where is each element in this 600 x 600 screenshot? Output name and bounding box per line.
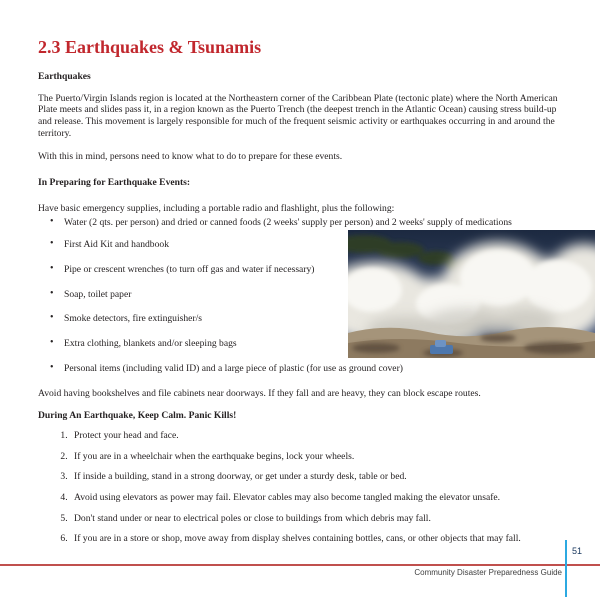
tsunami-photo-illustration	[348, 230, 595, 358]
during-step-item	[70, 513, 562, 525]
supply-item-text: Water (2 qts. per person) and dried or canned foods (2 weeks' supply per person) and 2 weeks' supply of medications	[64, 216, 512, 228]
during-step-text: If you are in a wheelchair when the earthquake begins, lock your wheels.	[74, 450, 355, 462]
paragraph-with-this-in-mind: With this in mind, persons need to know what to do to prepare for these events.	[38, 150, 343, 162]
supply-list-item	[50, 363, 562, 375]
supply-item-text: Soap, toilet paper	[64, 288, 132, 300]
during-step-item	[70, 533, 562, 545]
footer-guide-title: Community Disaster Preparedness Guide	[414, 568, 562, 577]
footer-blue-divider	[565, 540, 567, 597]
heading-during-earthquake: During An Earthquake, Keep Calm. Panic Kills!	[38, 410, 237, 422]
during-step-item	[70, 471, 562, 483]
paragraph-avoid-bookshelves: Avoid having bookshelves and file cabinets near doorways. If they fall and are heavy, they can block escape routes.	[38, 387, 481, 399]
during-step-text: If you are in a store or shop, move away from display shelves containing bottles, cans, or other objects that may fall.	[74, 533, 521, 545]
supply-item-text: Personal items (including valid ID) and a large piece of plastic (for use as ground cover)	[64, 362, 403, 374]
supply-item-text: Extra clothing, blankets and/or sleeping bags	[64, 338, 237, 350]
supply-item-text: Pipe or crescent wrenches (to turn off gas and water if necessary)	[64, 264, 315, 276]
paragraph-supplies-intro: Have basic emergency supplies, including a portable radio and flashlight, plus the following:	[38, 202, 395, 214]
paragraph-region-overview: The Puerto/Virgin Islands region is located at the Northeastern corner of the Caribbean Plate (tectonic plate) where the North American Plate meets and slides pass it, in a region known as the Puerto Trench (the deepest trench in the Atlantic Ocean) causing stress build-up and release. This movement is largely responsible for much of the frequent seismic activity or earthquakes occurring in and around the territory.	[38, 92, 558, 139]
during-step-text: If inside a building, stand in a strong doorway, or get under a sturdy desk, table or bed.	[74, 471, 407, 483]
supply-list-item	[50, 217, 562, 229]
during-step-text: Avoid using elevators as power may fail. Elevator cables may also become tangled making the elevator unsafe.	[74, 492, 501, 504]
page-number: 51	[572, 546, 583, 556]
during-step-text: Protect your head and face.	[74, 429, 179, 441]
tsunami-wave-photo	[348, 230, 595, 358]
during-step-item	[70, 451, 562, 463]
during-step-item	[70, 430, 562, 442]
heading-earthquakes: Earthquakes	[38, 71, 91, 82]
during-earthquake-numbered-list	[38, 430, 562, 545]
footer-red-rule	[0, 564, 600, 566]
supply-item-text: First Aid Kit and handbook	[64, 239, 169, 251]
page-title: 2.3 Earthquakes & Tsunamis	[38, 37, 262, 57]
heading-preparing-for-earthquake-events: In Preparing for Earthquake Events:	[38, 177, 191, 189]
during-step-text: Don't stand under or near to electrical poles or close to buildings from which debris may fall.	[74, 512, 431, 524]
during-step-item	[70, 492, 562, 504]
supply-item-text: Smoke detectors, fire extinguisher/s	[64, 313, 203, 325]
